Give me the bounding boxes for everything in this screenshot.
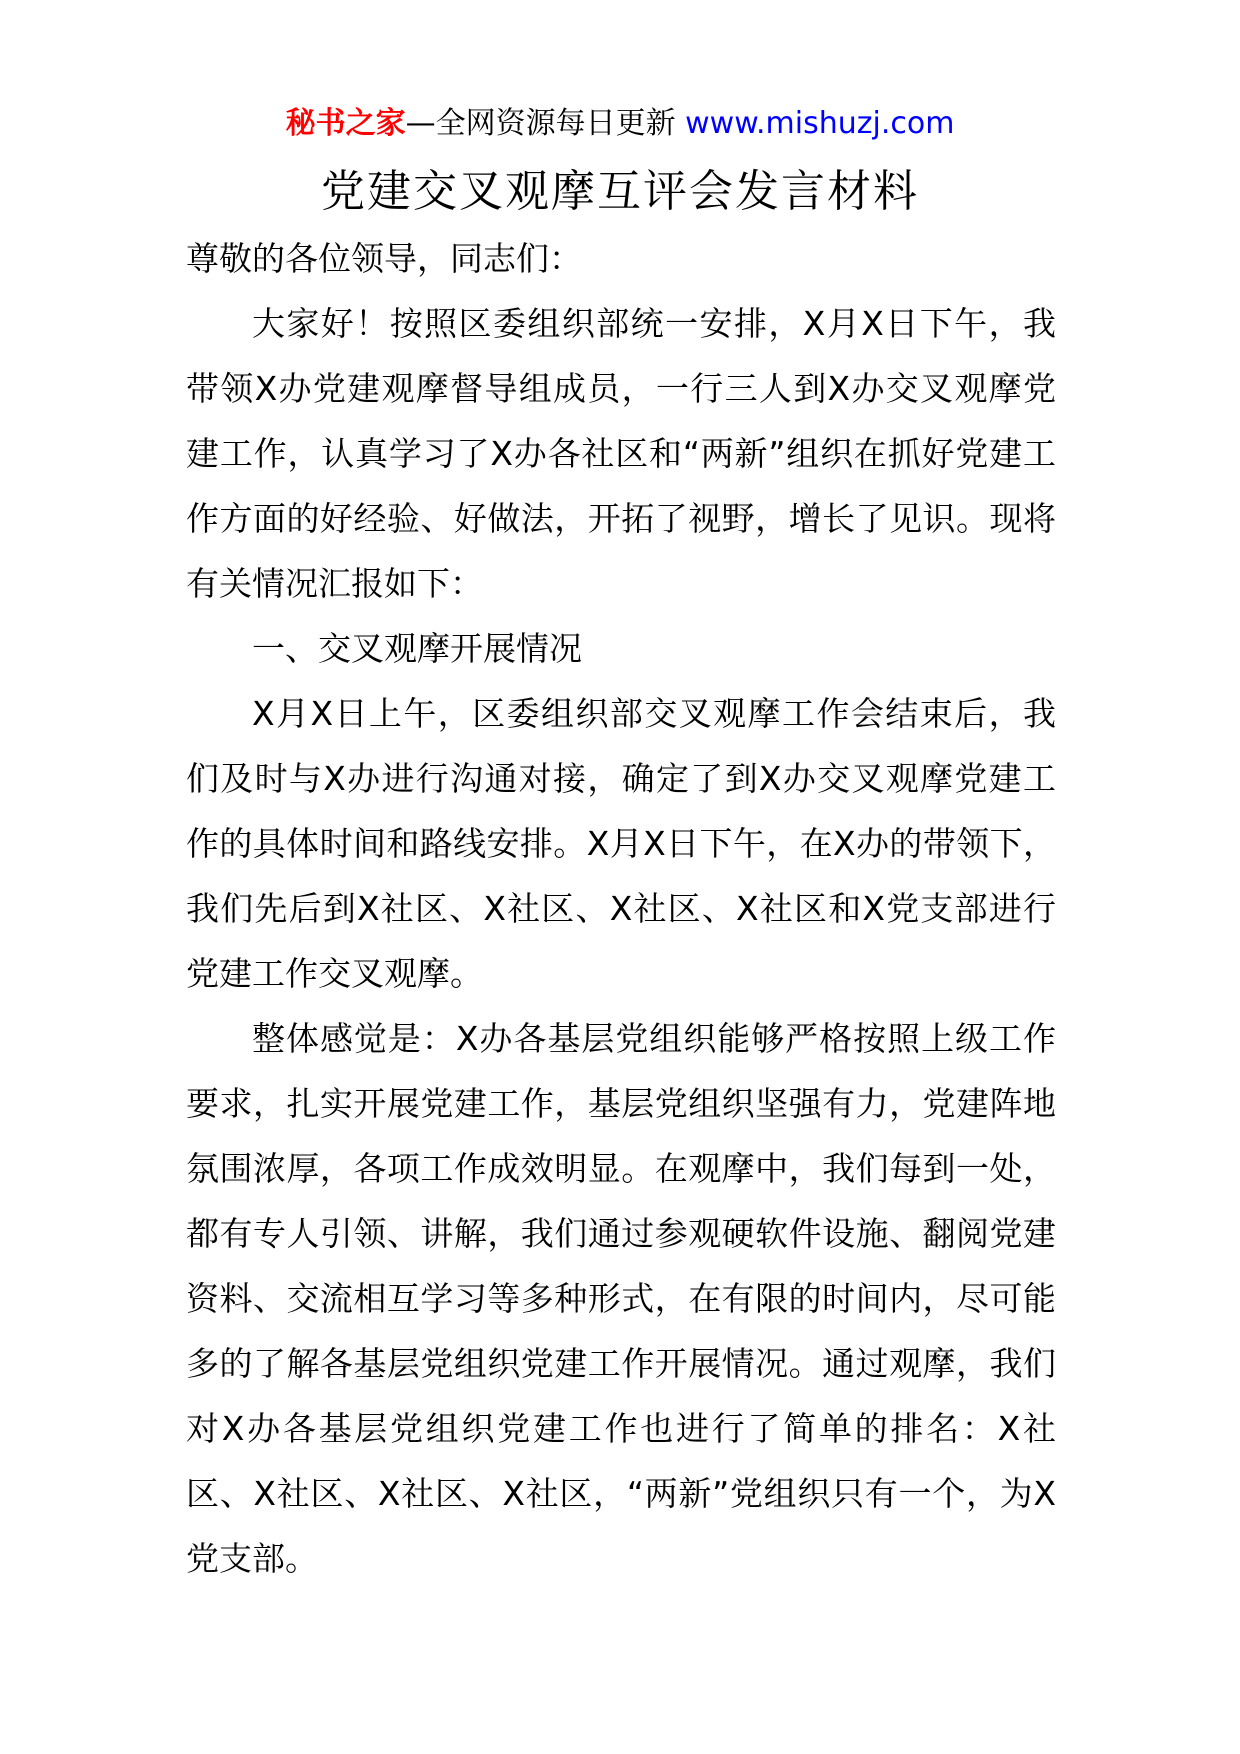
header-tagline: —全网资源每日更新: [405, 106, 676, 141]
site-header-banner: [0, 102, 1240, 146]
paragraph-overall-impression: 整体感觉是：X办各基层党组织能够严格按照上级工作要求，扎实开展党建工作，基层党组织坚强有力，党建阵地氛围浓厚，各项工作成效明显。在观摩中，我们每到一处，都有专人引领、讲解，我们通过参观硬软件设施、翻阅党建资料、交流相互学习等多种形式，在有限的时间内，尽可能多的了解各基层党组织党建工作开展情况。通过观摩，我们对X办各基层党组织党建工作也进行了简单的排名：X社区、X社区、X社区、X社区，“两新”党组织只有一个，为X党支部。: [186, 1019, 1056, 1578]
paragraph-schedule: X月X日上午，区委组织部交叉观摩工作会结束后，我们及时与X办进行沟通对接，确定了到X办交叉观摩党建工作的具体时间和路线安排。X月X日下午，在X办的带领下，我们先后到X社区、X社区、X社区、X社区和X党支部进行党建工作交叉观摩。: [186, 694, 1056, 993]
site-url-link[interactable]: www.mishuzj.com: [685, 106, 955, 141]
document-title: 党建交叉观摩互评会发言材料: [321, 166, 919, 217]
brand-name: 秘书之家: [285, 106, 406, 141]
document-body: [186, 226, 1056, 1591]
section-heading: 一、交叉观摩开展情况: [252, 629, 582, 668]
paragraph-intro: 大家好！按照区委组织部统一安排，X月X日下午，我带领X办党建观摩督导组成员，一行三人到X办交叉观摩党建工作，认真学习了X办各社区和“两新”组织在抓好党建工作方面的好经验、好做法，开拓了视野，增长了见识。现将有关情况汇报如下：: [186, 304, 1056, 603]
salutation: 尊敬的各位领导，同志们：: [186, 239, 582, 278]
